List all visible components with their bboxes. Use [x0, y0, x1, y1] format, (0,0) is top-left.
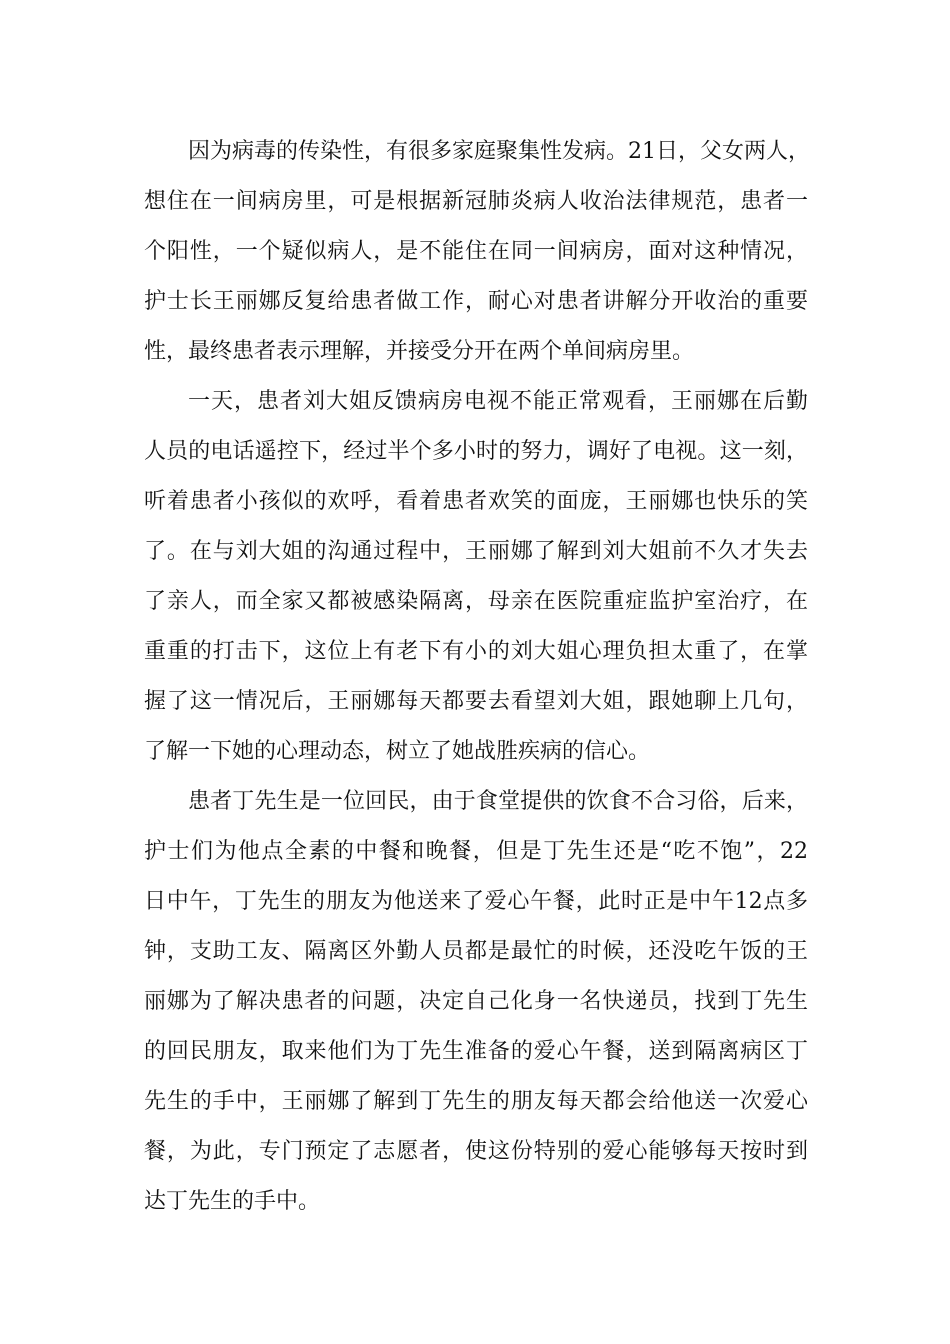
paragraph-2-line-2: 人员的电话遥控下，经过半个多小时的努力，调好了电视。这一刻， [144, 439, 808, 464]
paragraph-3-line-1: 患者丁先生是一位回民，由于食堂提供的饮食不合习俗，后来， [188, 789, 808, 814]
paragraph-2-line-8: 了解一下她的心理动态，树立了她战胜疾病的信心。 [144, 739, 651, 764]
paragraph-3-line-9: 达丁先生的手中。 [144, 1189, 321, 1214]
paragraph-3-line-4: 钟，支助工友、隔离区外勤人员都是最忙的时候，还没吃午饭的王 [144, 939, 808, 964]
paragraph-3-line-5: 丽娜为了解决患者的问题，决定自己化身一名快递员，找到丁先生 [144, 989, 808, 1014]
paragraph-2-line-4: 了。在与刘大姐的沟通过程中，王丽娜了解到刘大姐前不久才失去 [144, 539, 808, 564]
paragraph-1-line-4: 护士长王丽娜反复给患者做工作，耐心对患者讲解分开收治的重要 [144, 289, 808, 314]
paragraph-3-line-2: 护士们为他点全素的中餐和晚餐，但是丁先生还是“吃不饱”，22 [144, 839, 808, 864]
paragraph-1-line-3: 个阳性，一个疑似病人，是不能住在同一间病房，面对这种情况， [144, 239, 808, 264]
paragraph-2-line-6: 重重的打击下，这位上有老下有小的刘大姐心理负担太重了，在掌 [144, 639, 808, 664]
paragraph-3-line-6: 的回民朋友，取来他们为丁先生准备的爱心午餐，送到隔离病区丁 [144, 1039, 808, 1064]
paragraph-2-line-5: 了亲人，而全家又都被感染隔离，母亲在医院重症监护室治疗，在 [144, 589, 808, 614]
paragraph-3-line-7: 先生的手中，王丽娜了解到丁先生的朋友每天都会给他送一次爱心 [144, 1089, 808, 1114]
paragraph-1-line-1: 因为病毒的传染性，有很多家庭聚集性发病。21日，父女两人， [188, 139, 810, 164]
paragraph-2-line-3: 听着患者小孩似的欢呼，看着患者欢笑的面庞，王丽娜也快乐的笑 [144, 489, 808, 514]
paragraph-3-line-3: 日中午，丁先生的朋友为他送来了爱心午餐，此时正是中午12点多 [144, 889, 808, 914]
paragraph-2-line-7: 握了这一情况后，王丽娜每天都要去看望刘大姐，跟她聊上几句， [144, 689, 808, 714]
paragraph-1-line-2: 想住在一间病房里，可是根据新冠肺炎病人收治法律规范，患者一 [144, 189, 808, 214]
paragraph-2-line-1: 一天，患者刘大姐反馈病房电视不能正常观看，王丽娜在后勤 [188, 389, 808, 414]
paragraph-3-line-8: 餐，为此，专门预定了志愿者，使这份特别的爱心能够每天按时到 [144, 1139, 808, 1164]
paragraph-1-line-5: 性，最终患者表示理解，并接受分开在两个单间病房里。 [144, 339, 695, 364]
